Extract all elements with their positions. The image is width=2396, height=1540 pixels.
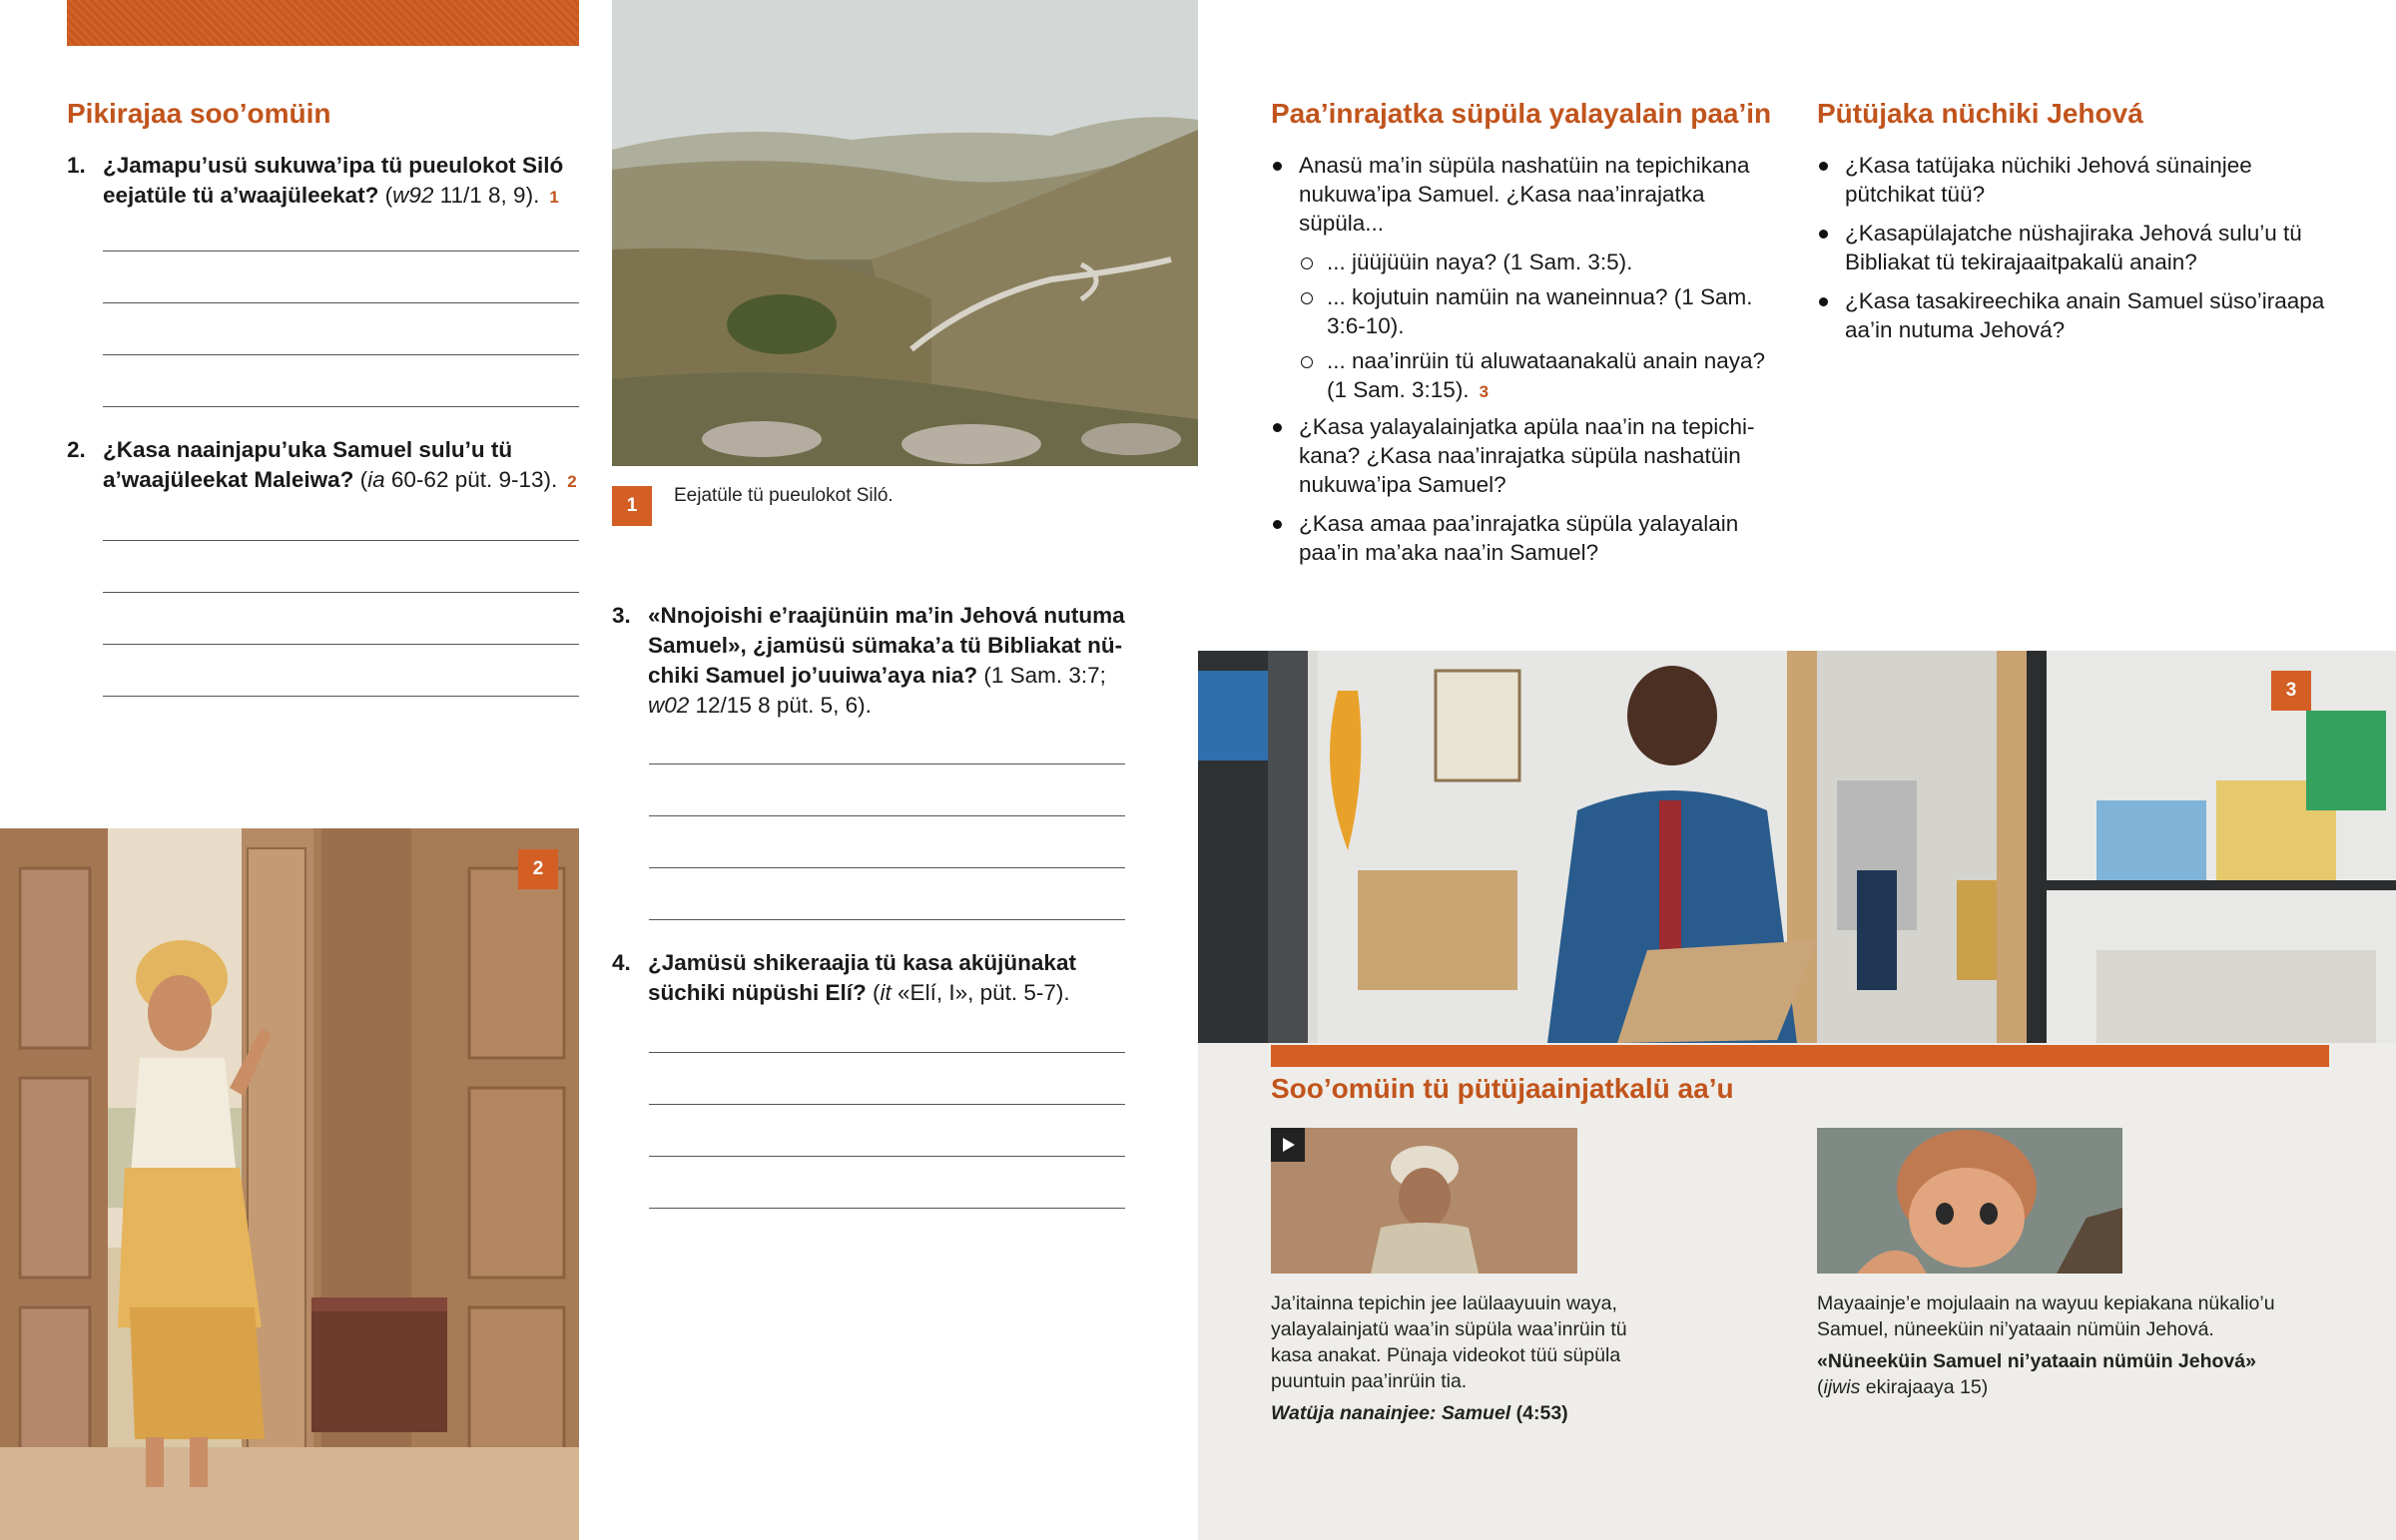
song-title[interactable]: «Nüneeküin Samuel ni’yataain nümüin Jehová» xyxy=(1817,1350,2256,1372)
parents-bullet-list xyxy=(1271,151,1780,577)
play-icon[interactable] xyxy=(1271,1128,1305,1162)
storage-room-photo xyxy=(1198,651,2396,1043)
list-subitem: ... naa’inrüin tü aluwataanakalü anain naya? (1 Sam. 3:15). 3 xyxy=(1271,346,1780,406)
answer-lines[interactable] xyxy=(649,713,1125,920)
song-description: Mayaainje’e mojulaain na wayuu kepiakana nükalio’u Samuel, nüneeküin ni’yataain nümüin Jehová. «Nüneeküin Samuel ni’yataain nümüin Jehová» (ijwis ekirajaaya 15) xyxy=(1817,1292,2275,1398)
question-3 xyxy=(612,601,1131,721)
question-ref: (ia 60-62 püt. 9-13). xyxy=(359,467,558,492)
list-item: Anasü ma’in süpüla nashatüin na tepichikana nukuwa’ipa Samuel. ¿Kasa naa’inrajatka süpüla... xyxy=(1271,151,1780,238)
question-number: 2. xyxy=(67,437,86,462)
image-number-badge: 1 xyxy=(612,486,652,526)
question-number: 1. xyxy=(67,153,86,178)
question-text: ¿Jamapu’usü sukuwa’ipa tü pueulokot Siló eejatüle tü a’waajüleekat? xyxy=(103,153,564,208)
samuel-door-image xyxy=(0,828,579,1540)
photo-caption: Eejatüle tü pueulokot Siló. xyxy=(674,485,894,506)
video-title[interactable]: Watüja nanainjee: Samuel xyxy=(1271,1402,1511,1424)
song-thumbnail[interactable] xyxy=(1817,1128,2122,1274)
list-item: ¿Kasa amaa paa’inrajatka süpüla yalayalain paa’in ma’aka naa’in Samuel? xyxy=(1271,509,1780,567)
question-2 xyxy=(67,435,579,497)
image-number-badge: 2 xyxy=(518,849,558,889)
list-item: ¿Kasa yalayalainjatka apüla naa’in na tepichikana? ¿Kasa naa’inrajatka süpüla nashatüin nukuwa’ipa Samuel? xyxy=(1271,412,1780,499)
young-man-clipboard-image xyxy=(1198,651,2396,1043)
image-number-badge: 3 xyxy=(2271,671,2311,711)
list-item: ¿Kasapülajatche nüshajiraka Jehová sulu’u tü Bibliakat tü tekirajaaitpakalü anain? xyxy=(1817,219,2336,276)
samuel-illustration xyxy=(0,828,579,1540)
image-ref-mark: 2 xyxy=(567,472,577,491)
list-subitem: ... jüüjüüin naya? (1 Sam. 3:5). xyxy=(1271,248,1780,276)
question-ref: (w92 11/1 8, 9). xyxy=(384,183,540,208)
video-description: Ja’itainna tepichin jee laülaayuuin waya, yalayalainjatü waa’in süpüla waa’inrüin tü kasa anakat. Pünaja videokot tüü süpüla puuntuin paa’inrüin tia. Watüja nanainjee: Samuel (4:53) xyxy=(1271,1292,1627,1424)
question-text: ¿Kasa naainjapu’uka Samuel sulu’u tü a’waajüleekat Maleiwa? xyxy=(103,437,513,492)
section-heading-jehovah: Pütüjaka nüchiki Jehová xyxy=(1817,98,2143,129)
boy-cartoon-image xyxy=(1817,1128,2122,1274)
question-4 xyxy=(612,948,1131,1008)
question-text: ¿Jamüsü shikeraajia tü kasa aküjünakat süchiki nüpüshi Elí? xyxy=(648,950,1076,1005)
question-text: «Nnojoishi e’raajünüin ma’in Jehová nutuma Samuel», ¿jamüsü sümaka’a tü Bibliakat nüchiki Samuel jo’uuiwa’aya nia? xyxy=(648,603,1125,688)
jehovah-bullet-list xyxy=(1817,151,2336,354)
question-number: 3. xyxy=(612,603,631,628)
section-heading-further-study: Soo’omüin tü pütüjaainjatkalü aa’u xyxy=(1271,1073,1734,1104)
answer-lines[interactable] xyxy=(103,200,579,407)
decorative-band xyxy=(67,0,579,46)
image-ref-mark: 1 xyxy=(549,188,559,207)
video-thumbnail[interactable] xyxy=(1271,1128,1577,1274)
section-heading-discussion: Pikirajaa soo’omüin xyxy=(67,98,331,129)
answer-lines[interactable] xyxy=(649,1001,1125,1209)
list-item: ¿Kasa tasakireechika anain Samuel süso’iraapa aa’in nutuma Jehová? xyxy=(1817,286,2336,344)
list-item: ¿Kasa tatüjaka nüchiki Jehová sünainjee pütchikat tüü? xyxy=(1817,151,2336,209)
video-duration: (4:53) xyxy=(1510,1402,1568,1424)
section-heading-parents: Paa’inrajatka süpüla yalayalain paa’in xyxy=(1271,98,1772,129)
question-ref: (it «Elí, I», püt. 5-7). xyxy=(873,980,1070,1005)
image-ref-mark: 3 xyxy=(1479,382,1490,401)
shiloh-landscape-image xyxy=(612,0,1198,466)
section-divider-bar xyxy=(1271,1045,2329,1067)
list-subitem: ... kojutuin namüin na waneinnua? (1 Sam. 3:6-10). xyxy=(1271,282,1780,340)
answer-lines[interactable] xyxy=(103,489,579,697)
shiloh-photo xyxy=(612,0,1198,466)
question-ref: (1 Sam. 3:7; w02 12/15 8 püt. 5, 6). xyxy=(648,663,1106,718)
question-number: 4. xyxy=(612,950,631,975)
boy-video-image xyxy=(1271,1128,1577,1274)
